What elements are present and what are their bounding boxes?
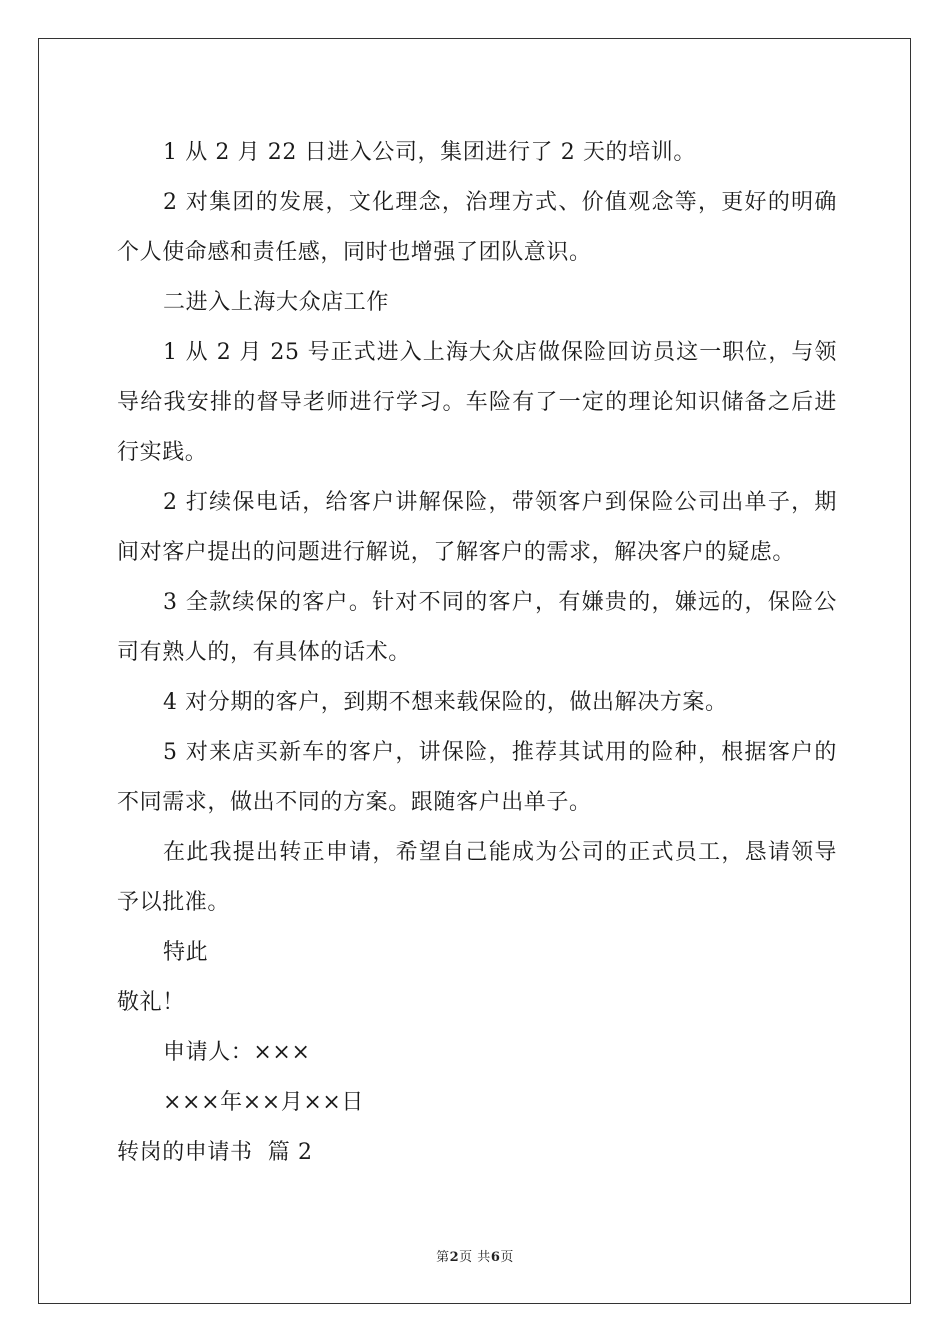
paragraph-group-culture: 2 对集团的发展，文化理念，治理方式、价值观念等，更好的明确个人使命感和责任感，同时也增强了团队意识。 (117, 190, 837, 265)
applicant-line: 申请人：××× (163, 1040, 311, 1065)
paragraph-insurance-role: 1 从 2 月 25 号正式进入上海大众店做保险回访员这一职位，与领导给我安排的督导老师进行学习。车险有了一定的理论知识储备之后进行实践。 (117, 340, 837, 465)
closing-tecǐ: 特此 (163, 940, 209, 965)
paragraph-renewal-calls: 2 打续保电话，给客户讲解保险，带领客户到保险公司出单子，期间对客户提出的问题进行解说，了解客户的需求，解决客户的疑虑。 (117, 490, 837, 565)
paragraph-new-car-clients: 5 对来店买新车的客户，讲保险，推荐其试用的险种，根据客户的不同需求，做出不同的方案。跟随客户出单子。 (117, 740, 837, 815)
paragraph-full-payment-clients: 3 全款续保的客户。针对不同的客户，有嫌贵的，嫌远的，保险公司有熟人的，有具体的话术。 (117, 590, 837, 665)
date-line: ×××年××月××日 (163, 1090, 365, 1115)
next-section-title: 转岗的申请书 篇 2 (117, 1140, 313, 1165)
closing-salute: 敬礼！ (117, 990, 185, 1015)
paragraph-application-request: 在此我提出转正申请，希望自己能成为公司的正式员工，恳请领导予以批准。 (117, 840, 837, 915)
document-body (117, 128, 837, 1178)
footer-total-pages: 6 (490, 1250, 501, 1265)
paragraph-installment-clients: 4 对分期的客户，到期不想来载保险的，做出解决方案。 (163, 690, 728, 715)
paragraph-training: 1 从 2 月 22 日进入公司，集团进行了 2 天的培训。 (163, 140, 696, 165)
footer-page-number: 2 (449, 1250, 460, 1265)
footer-mid: 页 共 (459, 1250, 491, 1265)
footer-suffix: 页 (500, 1250, 514, 1265)
footer-prefix: 第 (436, 1250, 450, 1265)
section-heading-shanghai-store: 二进入上海大众店工作 (163, 290, 390, 315)
page-footer (0, 1246, 950, 1265)
